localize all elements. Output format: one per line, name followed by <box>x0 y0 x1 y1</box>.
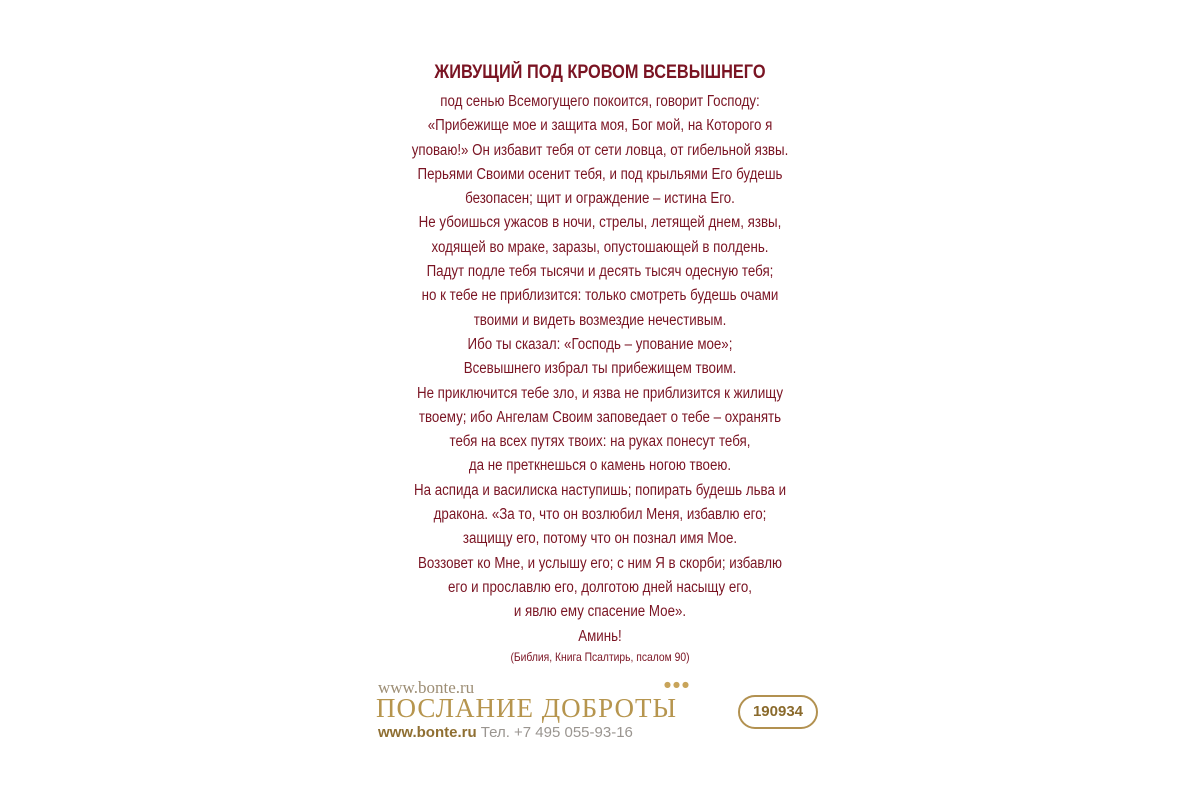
prayer-line: Не убоишься ужасов в ночи, стрелы, летящей днем, язвы, <box>418 214 782 232</box>
prayer-line: На аспида и василиска наступишь; попирать будешь льва и <box>413 481 787 499</box>
prayer-line: ходящей во мраке, заразы, опустошающей в полдень. <box>431 238 769 256</box>
prayer-line: «Прибежище мое и защита моя, Бог мой, на Которого я <box>427 117 773 135</box>
prayer-amen: Аминь! <box>578 627 622 645</box>
prayer-card <box>360 52 840 752</box>
contact-phone: Тел. +7 495 055-93-16 <box>476 724 633 741</box>
contact-site-link: www.bonte.ru <box>378 724 477 741</box>
prayer-line: под сенью Всемогущего покоится, говорит Господу: <box>440 93 760 110</box>
prayer-line: и явлю ему спасение Мое». <box>513 603 687 621</box>
prayer-line: Падут подле тебя тысячи и десять тысяч одесную тебя; <box>426 263 774 281</box>
prayer-line: Ибо ты сказал: «Господь – упование мое»; <box>467 335 733 353</box>
prayer-line: но к тебе не приблизится: только смотреть будешь очами <box>421 287 779 305</box>
prayer-line: его и прославлю его, долготою дней насыщу его, <box>448 578 752 596</box>
logo-url: www.bonte.ru <box>378 678 475 697</box>
prayer-line: безопасен; щит и ограждение – истина Его. <box>465 190 735 208</box>
prayer-line: твоему; ибо Ангелам Своим заповедает о тебе – охранять <box>418 408 782 426</box>
prayer-line: уповаю!» Он избавит тебя от сети ловца, от гибельной язвы. <box>411 141 789 159</box>
prayer-line: Перьями Своими осенит тебя, и под крыльями Его будешь <box>417 165 783 183</box>
prayer-line: твоими и видеть возмездие нечестивым. <box>473 311 727 329</box>
prayer-line: защищу его, потому что он познал имя Мое. <box>462 530 738 548</box>
logo-dots: ●●● <box>664 680 691 689</box>
prayer-line: Всевышнего избрал ты прибежищем твоим. <box>463 360 737 378</box>
scripture-source: (Библия, Книга Псалтирь, псалом 90) <box>510 650 690 664</box>
prayer-title: ЖИВУЩИЙ ПОД КРОВОМ ВСЕВЫШНЕГО <box>434 62 766 83</box>
prayer-text <box>360 90 840 649</box>
prayer-line: да не преткнешься о камень ногою твоею. <box>468 457 732 475</box>
contact-line <box>378 724 633 741</box>
prayer-line: Не приключится тебе зло, и язва не приблизится к жилищу <box>416 384 784 402</box>
logo-title: ПОСЛАНИЕ ДОБРОТЫ <box>376 693 678 723</box>
product-code-badge: 190934 <box>738 695 818 729</box>
prayer-line: Воззовет ко Мне, и услышу его; с ним Я в скорби; избавлю <box>418 554 782 572</box>
prayer-line: дракона. «За то, что он возлюбил Меня, избавлю его; <box>433 506 767 524</box>
prayer-line: тебя на всех путях твоих: на руках понесут тебя, <box>449 433 751 451</box>
